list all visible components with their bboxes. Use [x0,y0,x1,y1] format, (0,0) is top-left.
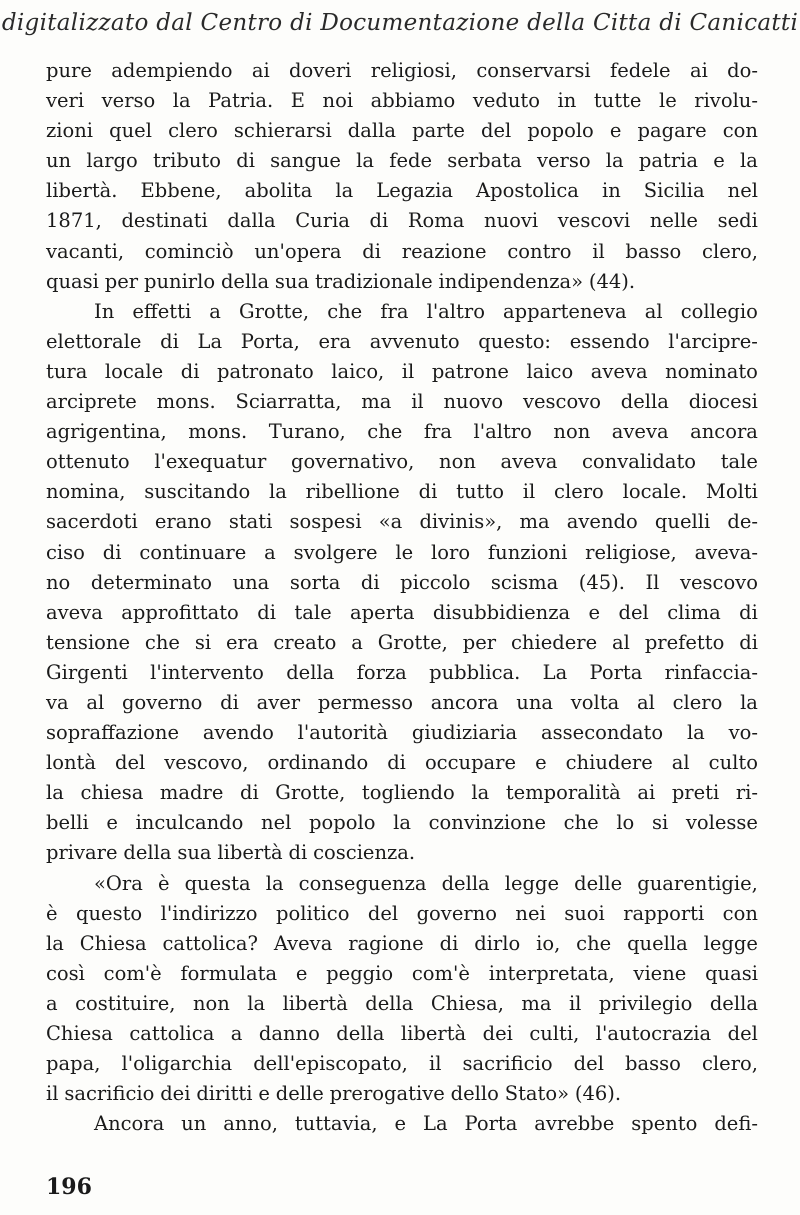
text-line: lontà del vescovo, ordinando di occupare e chiudere al culto [46,751,758,775]
text-line: Ancora un anno, tuttavia, e La Porta avrebbe spento defi- [94,1112,758,1136]
text-line: la chiesa madre di Grotte, togliendo la temporalità ai preti ri- [46,781,758,805]
text-line: vacanti, cominciò un'opera di reazione contro il basso clero, [46,239,758,263]
text-line: libertà. Ebbene, abolita la Legazia Apostolica in Sicilia nel [46,179,758,203]
text-line: aveva approfittato di tale aperta disubbidienza e del clima di [46,600,758,624]
text-line: così com'è formulata e peggio com'è interpretata, viene quasi [46,961,758,985]
text-line: tura locale di patronato laico, il patrone laico aveva nominato [46,359,758,383]
text-line: è questo l'indirizzo politico del governo nei suoi rapporti con [46,901,758,925]
text-line: a costituire, non la libertà della Chiesa, ma il privilegio della [46,991,758,1015]
body-text [46,56,758,1139]
text-line: Chiesa cattolica a danno della libertà dei culti, l'autocrazia del [46,1022,758,1045]
text-line: zioni quel clero schierarsi dalla parte del popolo e pagare con [46,119,758,143]
text-line: va al governo di aver permesso ancora una volta al clero la [46,690,758,714]
text-line: no determinato una sorta di piccolo scisma (45). Il vescovo [46,570,758,594]
page-number: 196 [46,1174,92,1200]
text-line: «Ora è questa la conseguenza della legge delle guarentigie, [94,871,758,895]
text-line: sopraffazione avendo l'autorità giudiziaria assecondato la vo- [46,721,758,745]
text-line: 1871, destinati dalla Curia di Roma nuovi vescovi nelle sedi [46,209,758,233]
text-line: Girgenti l'intervento della forza pubblica. La Porta rinfaccia- [46,660,758,684]
text-line: arciprete mons. Sciarratta, ma il nuovo vescovo della diocesi [46,390,758,414]
text-line: papa, l'oligarchia dell'episcopato, il sacrificio del basso clero, [46,1052,758,1076]
text-line: elettorale di La Porta, era avvenuto questo: essendo l'arcipre- [46,329,758,353]
text-line: quasi per punirlo della sua tradizionale indipendenza» (44). [46,269,636,293]
text-line: veri verso la Patria. E noi abbiamo veduto in tutte le rivolu- [46,89,758,113]
text-line: privare della sua libertà di coscienza. [46,841,416,865]
text-line: la Chiesa cattolica? Aveva ragione di dirlo io, che quella legge [46,931,758,955]
text-line: belli e inculcando nel popolo la convinzione che lo si volesse [46,811,758,835]
text-line: In effetti a Grotte, che fra l'altro apparteneva al collegio [94,299,758,323]
digitization-watermark: digitalizzato dal Centro di Documentazione della Citta di Canicatti [1,10,799,36]
text-line: sacerdoti erano stati sospesi «a divinis», ma avendo quelli de- [46,510,758,534]
text-line: il sacrificio dei diritti e delle prerogative dello Stato» (46). [46,1082,622,1106]
text-line: pure adempiendo ai doveri religiosi, conservarsi fedele ai do- [46,59,758,82]
text-line: ottenuto l'exequatur governativo, non aveva convalidato tale [46,450,758,474]
text-line: ciso di continuare a svolgere le loro funzioni religiose, aveva- [46,540,758,564]
text-line: tensione che si era creato a Grotte, per chiedere al prefetto di [46,630,758,654]
text-line: agrigentina, mons. Turano, che fra l'altro non aveva ancora [46,420,758,444]
text-line: nomina, suscitando la ribellione di tutto il clero locale. Molti [46,480,758,504]
text-line: un largo tributo di sangue la fede serbata verso la patria e la [46,149,758,173]
